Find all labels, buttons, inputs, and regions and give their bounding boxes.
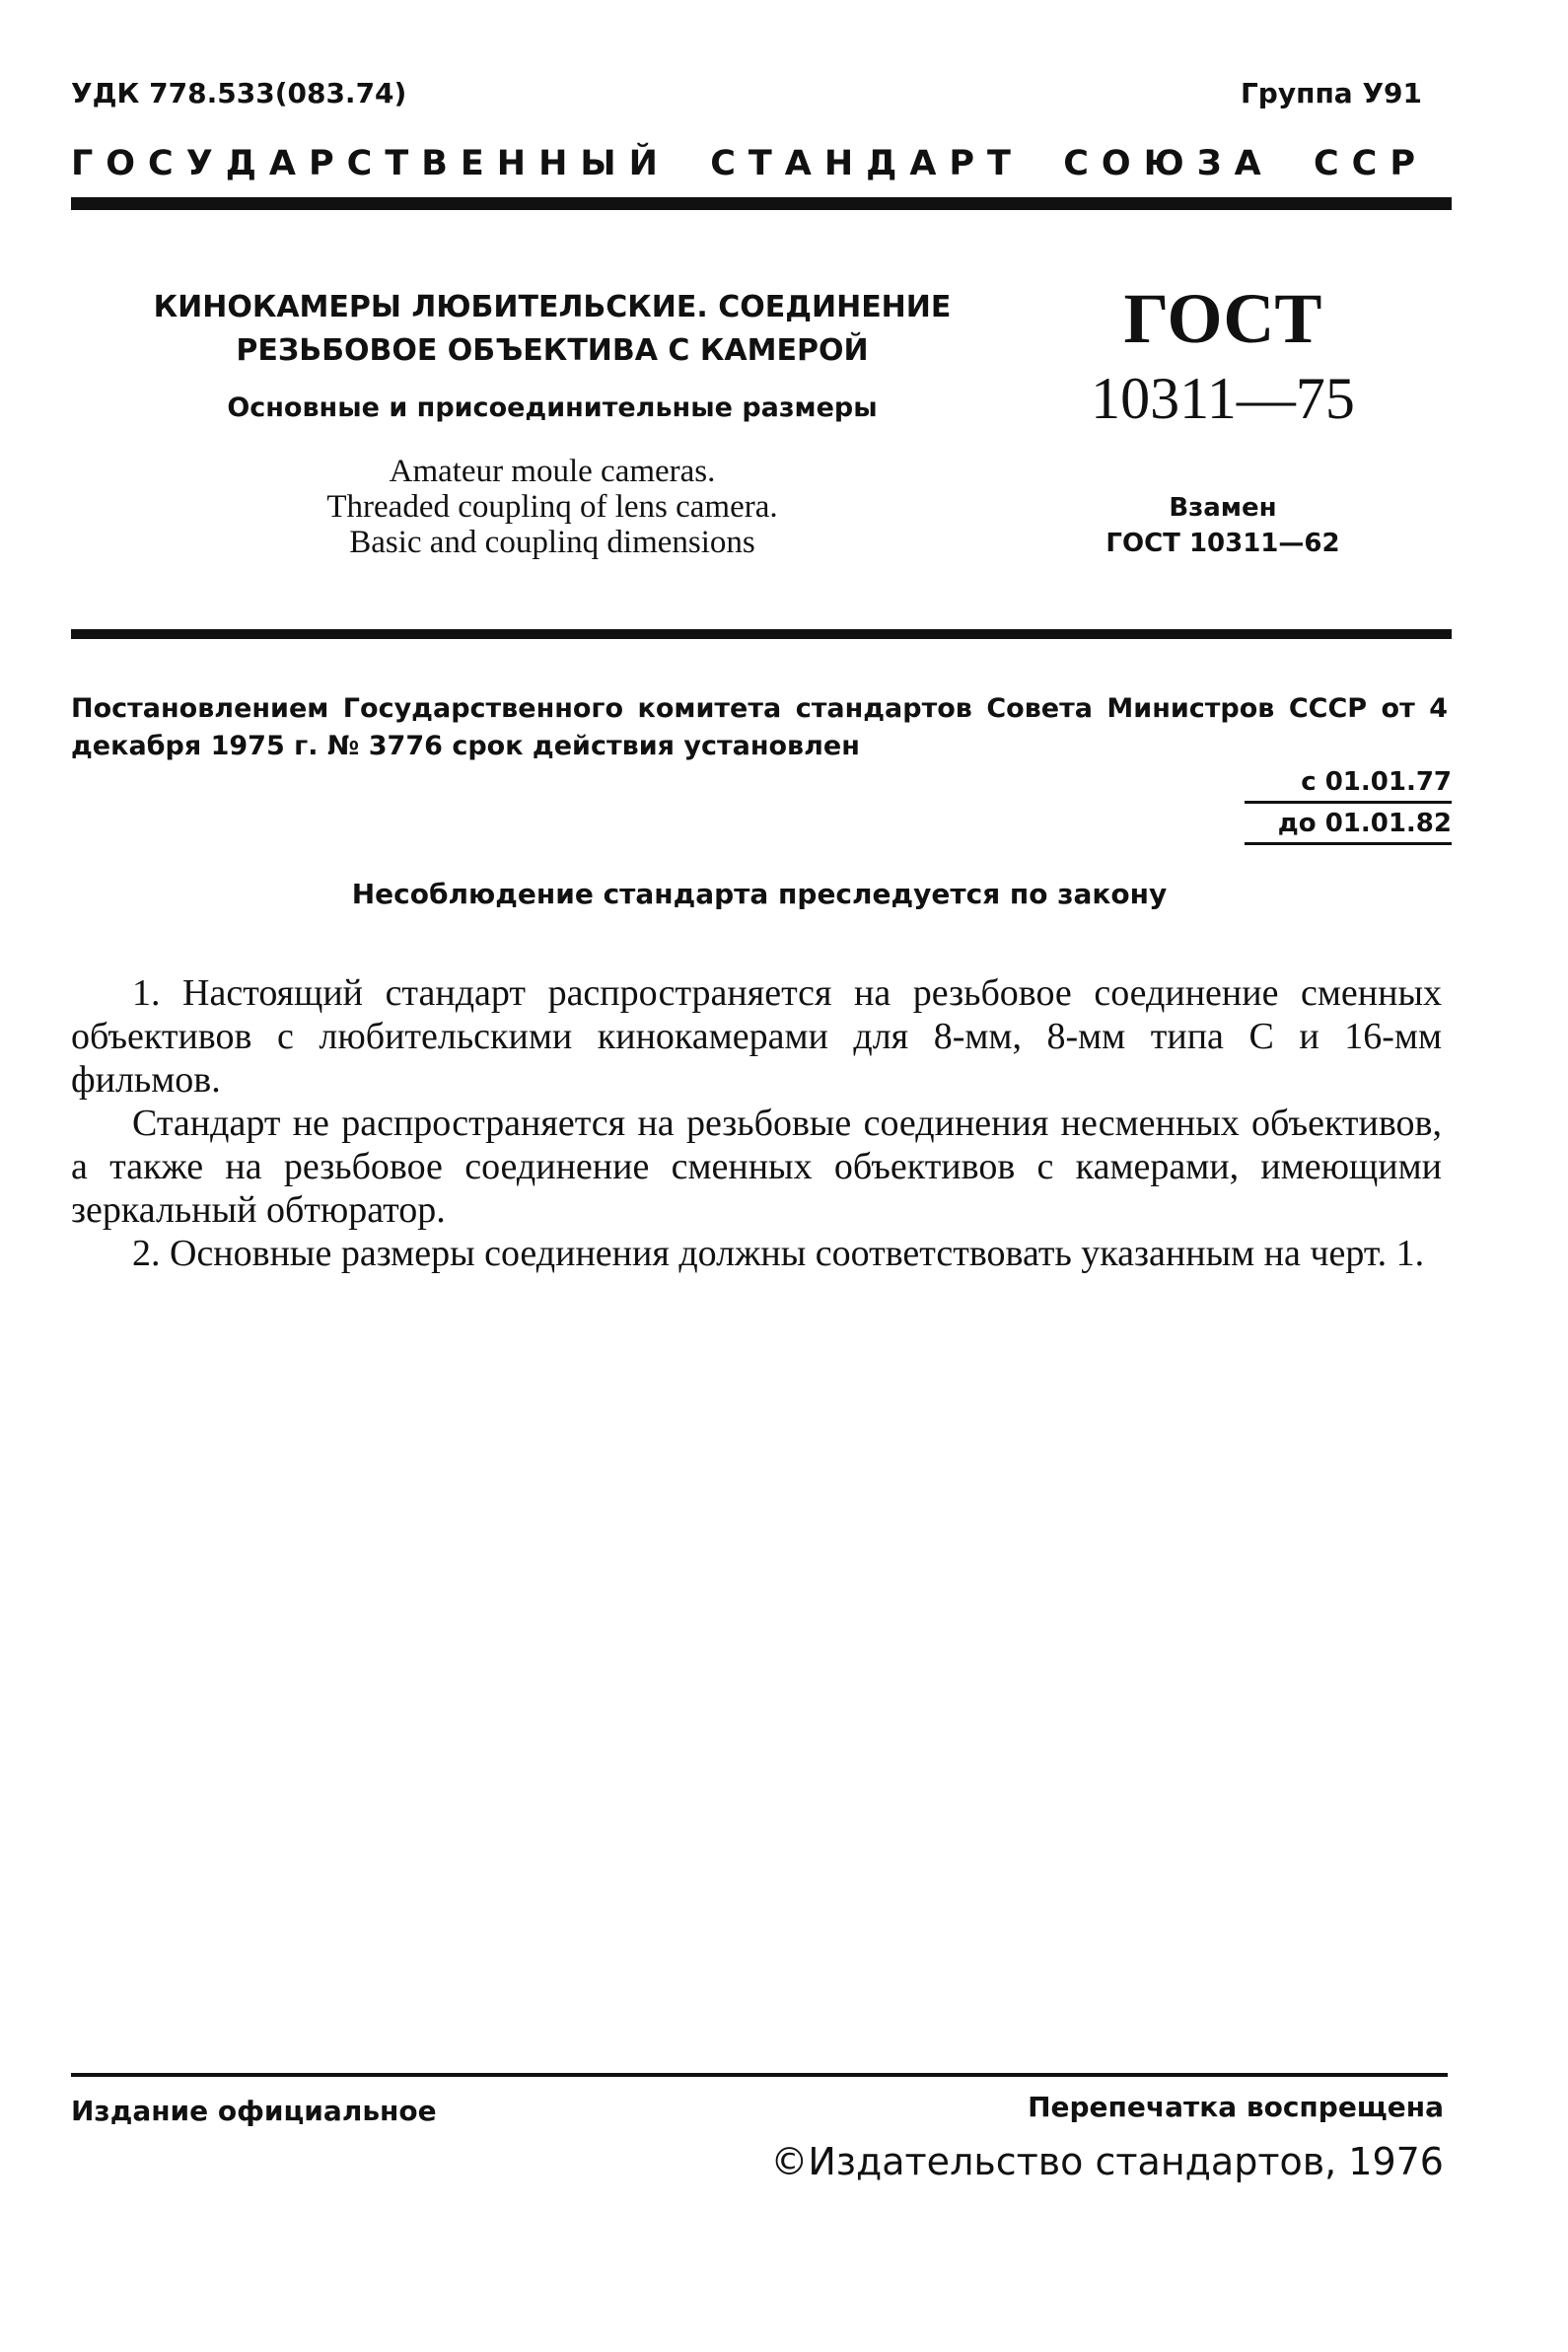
official-edition: Издание официальное [71, 2095, 437, 2127]
paragraph-1: 1. Настоящий стандарт распространяется на резьбовое соединение сменных объективов с любительскими кинокамерами для 8-мм, 8-мм типа С и 16-мм фильмов. [71, 972, 1442, 1101]
heading-word-1: ГОСУДАРСТВЕННЫЙ [71, 144, 671, 183]
heading-word-2: СТАНДАРТ [710, 144, 1024, 183]
title-rule [71, 629, 1452, 639]
udk-code: УДК 778.533(083.74) [71, 77, 407, 109]
group-code: Группа У91 [1240, 77, 1422, 109]
copyright: ©Издательство стандартов, 1976 [770, 2140, 1444, 2183]
heading-word-3: СОЮЗА [1063, 144, 1274, 183]
state-standard-heading [71, 144, 1428, 183]
title-ru-line-1: КИНОКАМЕРЫ ЛЮБИТЕЛЬСКИЕ. СОЕДИНЕНИЕ [153, 290, 952, 324]
title-en-line-2: Threaded couplinq of lens camera. [326, 489, 778, 525]
gost-label: ГОСТ [1123, 279, 1322, 358]
validity-from: с 01.01.77 [1245, 767, 1452, 804]
subtitle-ru: Основные и присоединительные размеры [227, 392, 878, 423]
paragraph-3: 2. Основные размеры соединения должны соответствовать указанным на черт. 1. [132, 1233, 1425, 1274]
replaces-standard: ГОСТ 10311—62 [1105, 529, 1340, 558]
title-ru-line-2: РЕЗЬБОВОЕ ОБЪЕКТИВА С КАМЕРОЙ [236, 333, 869, 368]
header-rule [71, 197, 1452, 210]
decree-text: Постановлением Государственного комитета стандартов Совета Министров СССР от 4 декабря 1975 г. № 3776 срок действия установлен [71, 693, 1448, 761]
replaces-label: Взамен [1169, 493, 1277, 523]
title-en-line-3: Basic and couplinq dimensions [349, 525, 755, 560]
reprint-prohibited: Перепечатка воспрещена [1028, 2091, 1444, 2123]
legal-warning: Несоблюдение стандарта преследуется по закону [351, 878, 1168, 910]
title-ru [138, 286, 966, 373]
paragraph-2: Стандарт не распространяется на резьбовые соединения несменных объективов, а также на резьбовое соединение сменных объективов с камерами, имеющими зеркальный обтюратор. [71, 1103, 1442, 1231]
validity-to: до 01.01.82 [1245, 809, 1452, 845]
title-en-line-1: Amateur moule cameras. [389, 454, 716, 489]
gost-number: 10311—75 [1091, 366, 1355, 431]
footer-rule [71, 2073, 1448, 2077]
heading-word-4: ССР [1313, 144, 1428, 183]
body-text [71, 971, 1442, 1275]
title-en [178, 454, 927, 560]
